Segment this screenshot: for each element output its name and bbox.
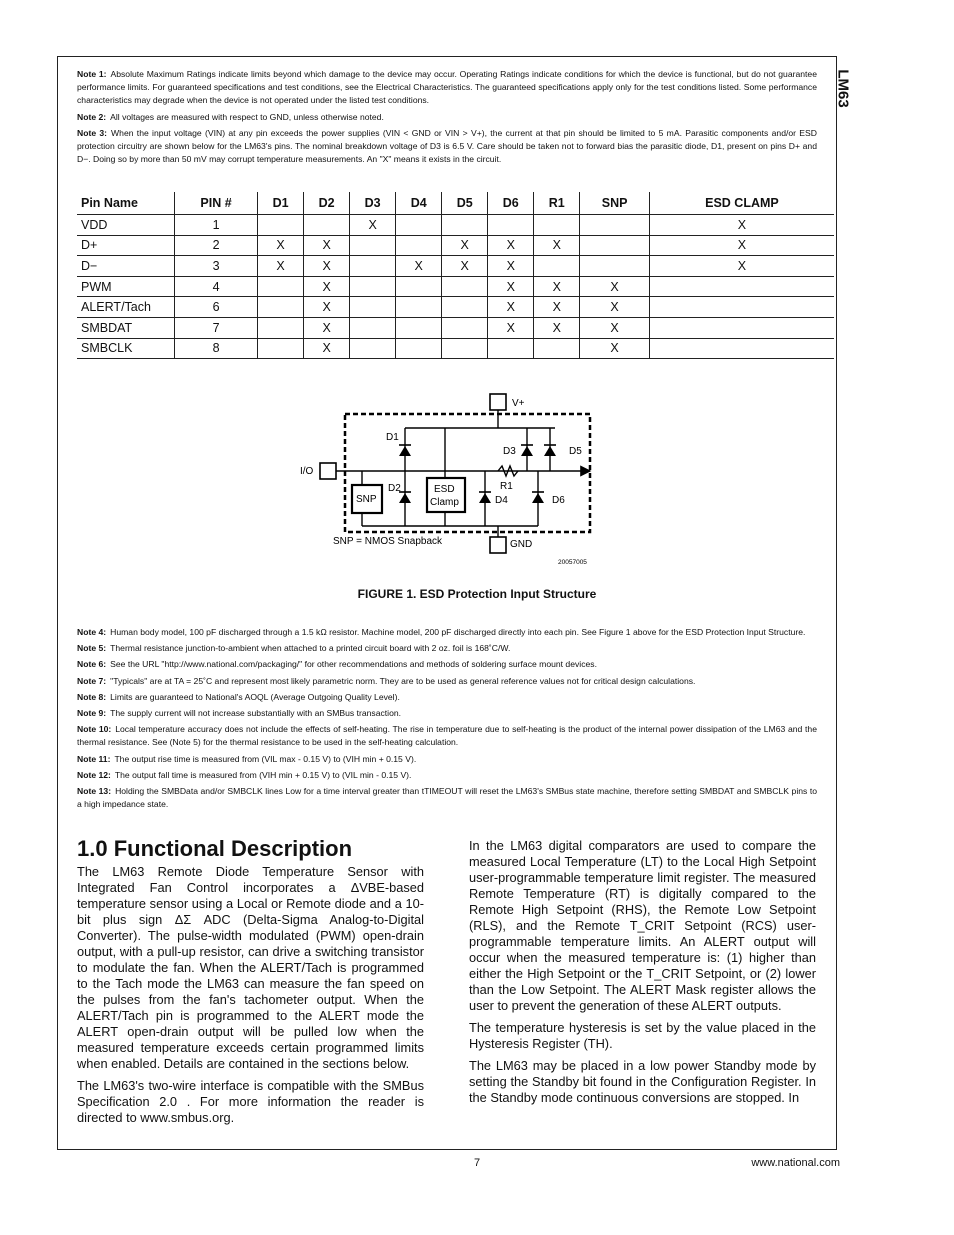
label-d2: D2 (388, 483, 401, 494)
note-label: Note 10: (77, 724, 112, 735)
table-cell (258, 215, 304, 236)
notes-top (77, 68, 817, 169)
footer-url: www.national.com (751, 1157, 840, 1169)
note-item (77, 626, 817, 639)
table-cell (649, 276, 834, 297)
table-cell: D+ (77, 235, 175, 256)
table-cell: SMBDAT (77, 317, 175, 338)
note-item (77, 111, 817, 124)
table-header: D3 (350, 192, 396, 215)
table-row (77, 297, 834, 318)
table-cell (258, 276, 304, 297)
table-cell (580, 235, 650, 256)
table-cell (649, 297, 834, 318)
note-item (77, 691, 817, 704)
table-header: D6 (488, 192, 534, 215)
table-cell: X (488, 256, 534, 277)
note-item (77, 723, 817, 749)
note-item (77, 753, 817, 766)
table-header: R1 (534, 192, 580, 215)
table-cell: ALERT/Tach (77, 297, 175, 318)
table-cell (258, 297, 304, 318)
table-row (77, 215, 834, 236)
note-text: When the input voltage (VIN) at any pin exceeds the power supplies (VIN < GND or VIN > V+), the current at that pin should be limited to 5 mA. Parasitic components and/or ESD protection circuitry are shown below for the LM63's pins. The nominal breakdown voltage of D3 is 6.5 V. Care should be taken not to forward bias the parasitic diode, D1, present on pins D+ and D−. Doing so by more than 50 mV may corrupt temperature measurements. An "X" means it exists in the circuit. (77, 127, 817, 165)
table-cell: X (580, 297, 650, 318)
table-cell: PWM (77, 276, 175, 297)
table-header: D2 (304, 192, 350, 215)
note-text: Local temperature accuracy does not include the effects of self-heating. The rise in temperature due to self-heating is the product of the internal power dissipation of the LM63 and the thermal resistance. See (Note 5) for the thermal resistance to be used in the self-heating calculation. (77, 724, 817, 748)
note-item (77, 127, 817, 167)
table-cell (442, 297, 488, 318)
right-column (469, 838, 816, 1112)
table-cell: X (304, 338, 350, 359)
side-title: LM63 (834, 69, 852, 108)
section-heading: 1.0 Functional Description (77, 836, 353, 861)
table-cell (396, 235, 442, 256)
table-header: D5 (442, 192, 488, 215)
note-label: Note 12: (77, 769, 111, 780)
note-item (77, 707, 817, 720)
note-text: The supply current will not increase substantially with an SMBus transaction. (110, 708, 402, 719)
paragraph: The LM63's two-wire interface is compatible with the SMBus Specification 2.0 . For more information the reader is directed to www.smbus.org. (77, 1078, 424, 1125)
table-cell (350, 276, 396, 297)
note-item (77, 68, 817, 108)
table-cell: X (534, 317, 580, 338)
note-label: Note 1: (77, 69, 107, 79)
table-header: ESD CLAMP (649, 192, 834, 215)
table-cell: X (534, 297, 580, 318)
table-cell: X (580, 338, 650, 359)
table-cell: X (488, 276, 534, 297)
table-cell (396, 276, 442, 297)
table-row (77, 317, 834, 338)
figure-caption: FIGURE 1. ESD Protection Input Structure (357, 587, 597, 601)
table-cell (488, 338, 534, 359)
label-figure-code: 20057005 (558, 559, 587, 566)
note-text: Holding the SMBData and/or SMBCLK lines Low for a time interval greater than tTIMEOUT will reset the LM63's SMBus state machine, therefore setting SMBDAT and SMBCLK pins to a high impedance state. (77, 786, 818, 810)
label-d6: D6 (552, 495, 565, 506)
note-label: Note 5: (77, 643, 107, 654)
note-label: Note 7: (77, 675, 107, 686)
table-cell: X (442, 235, 488, 256)
table-cell (488, 215, 534, 236)
table-header: Pin Name (77, 192, 175, 215)
note-label: Note 13: (77, 786, 112, 797)
paragraph: The LM63 Remote Diode Temperature Sensor with Integrated Fan Control incorporates a ΔVBE-based temperature sensor using a Local or Remote diode and a 10-bit plus sign ΔΣ ADC (Delta-Sigma Analog-to-Digital Converter). The pulse-width modulated (PWM) open-drain output, with a pull-up resistor, can drive a switching transistor to modulate the fan. When the ALERT/Tach is programmed to the Tach mode the LM63 can measure the fan speed on the pulses from the fan's tachometer output. When the ALERT/Tach pin is programmed to the ALERT mode the ALERT open-drain output will be pulled low when the measured temperature exceeds certain programmed limits when enabled. Details are contained in the sections below. (77, 864, 424, 1071)
table-cell: 7 (175, 317, 258, 338)
table-cell: 2 (175, 235, 258, 256)
note-label: Note 2: (77, 111, 107, 122)
table-header: PIN # (175, 192, 258, 215)
table-cell: X (488, 235, 534, 256)
label-gnd: GND (510, 539, 533, 550)
table-row (77, 256, 834, 277)
note-text: Limits are guaranteed to National's AOQL (Average Outgoing Quality Level). (110, 691, 400, 702)
paragraph: The LM63 may be placed in a low power Standby mode by setting the Standby bit found in the Configuration Register. In the Standby mode continuous conversions are stopped. In (469, 1058, 816, 1105)
table-cell (350, 297, 396, 318)
table-cell (258, 338, 304, 359)
table-cell: X (442, 256, 488, 277)
label-d3: D3 (503, 446, 516, 457)
note-text: The output rise time is measured from (VIL max - 0.15 V) to (VIH min + 0.15 V). (114, 753, 417, 764)
label-io: I/O (300, 466, 314, 477)
table-cell: VDD (77, 215, 175, 236)
table-cell (534, 215, 580, 236)
table-cell: X (258, 235, 304, 256)
table-header: SNP (580, 192, 650, 215)
note-item (77, 769, 817, 782)
note-label: Note 11: (77, 753, 111, 764)
table-cell (580, 215, 650, 236)
table-cell (580, 256, 650, 277)
note-item (77, 642, 817, 655)
table-cell: 6 (175, 297, 258, 318)
table-header: D4 (396, 192, 442, 215)
table-cell (442, 276, 488, 297)
table-cell: X (488, 317, 534, 338)
note-item (77, 785, 817, 811)
note-text: Absolute Maximum Ratings indicate limits beyond which damage to the device may occur. Operating Ratings indicate conditions for which the device is functional, but do not guarantee performance limits. For guaranteed specifications and test conditions, see the Electrical Characteristics. The guaranteed specifications apply only for the test conditions listed. Some performance characteristics may degrade when the device is not operated under the listed test conditions. (77, 69, 817, 106)
table-cell: X (534, 235, 580, 256)
note-text: The output fall time is measured from (VIH min + 0.15 V) to (VIL min - 0.15 V). (114, 769, 412, 780)
table-row (77, 276, 834, 297)
table-cell: X (580, 317, 650, 338)
label-vplus: V+ (512, 398, 525, 409)
label-d1: D1 (386, 432, 399, 443)
table-cell (350, 317, 396, 338)
label-snp: SNP (356, 494, 377, 505)
table-cell: X (304, 317, 350, 338)
table-cell: X (580, 276, 650, 297)
table-cell (350, 256, 396, 277)
table-cell (534, 256, 580, 277)
table-row (77, 338, 834, 359)
label-clamp: Clamp (430, 497, 459, 508)
note-text: Thermal resistance junction-to-ambient when attached to a printed circuit board with 2 oz. foil is 168˚C/W. (110, 643, 511, 654)
table-cell (304, 215, 350, 236)
table-cell (396, 338, 442, 359)
label-esd: ESD (434, 484, 455, 495)
label-r1: R1 (500, 481, 513, 492)
table-cell: X (396, 256, 442, 277)
label-d5: D5 (569, 446, 582, 457)
note-label: Note 3: (77, 127, 108, 138)
pin-table (77, 192, 834, 359)
table-header: D1 (258, 192, 304, 215)
table-cell (350, 338, 396, 359)
table-cell: X (304, 297, 350, 318)
table-cell: X (304, 256, 350, 277)
left-column (77, 864, 424, 1132)
table-cell: X (649, 256, 834, 277)
paragraph: The temperature hysteresis is set by the value placed in the Hysteresis Register (TH). (469, 1020, 816, 1051)
table-cell: X (304, 276, 350, 297)
table-cell: X (258, 256, 304, 277)
table-cell (534, 338, 580, 359)
table-cell (649, 317, 834, 338)
table-cell: X (350, 215, 396, 236)
table-cell: 4 (175, 276, 258, 297)
note-label: Note 9: (77, 708, 107, 719)
table-cell: X (488, 297, 534, 318)
table-cell: 1 (175, 215, 258, 236)
label-d4: D4 (495, 495, 508, 506)
notes-bottom (77, 626, 817, 814)
table-cell (396, 297, 442, 318)
table-cell (442, 215, 488, 236)
table-cell: X (304, 235, 350, 256)
page-number: 7 (473, 1157, 481, 1169)
table-cell: X (534, 276, 580, 297)
table-cell: SMBCLK (77, 338, 175, 359)
note-label: Note 8: (77, 691, 107, 702)
table-cell: X (649, 235, 834, 256)
table-cell (258, 317, 304, 338)
table-cell (442, 338, 488, 359)
note-label: Note 4: (77, 627, 107, 637)
esd-protection-diagram (290, 390, 620, 570)
note-text: See the URL "http://www.national.com/packaging/" for other recommendations and methods of soldering surface mount devices. (110, 659, 597, 670)
note-text: Human body model, 100 pF discharged through a 1.5 kΩ resistor. Machine model, 200 pF discharged directly into each pin. See Figure 1 above for the ESD Protection Input Structure. (110, 627, 806, 637)
table-cell: 3 (175, 256, 258, 277)
table-cell (649, 338, 834, 359)
table-row (77, 235, 834, 256)
note-text: "Typicals" are at TA = 25˚C and represent most likely parametric norm. They are to be used as general reference values not for critical design calculations. (110, 675, 696, 686)
table-cell: 8 (175, 338, 258, 359)
table-cell (396, 215, 442, 236)
note-text: All voltages are measured with respect to GND, unless otherwise noted. (110, 111, 384, 122)
table-cell (350, 235, 396, 256)
paragraph: In the LM63 digital comparators are used to compare the measured Local Temperature (LT) to the Local High Setpoint user-programmable temperature limit register. The measured Remote Temperature (RT) is digitally compared to the Remote High Setpoint (RHS), the Remote Low Setpoint (RLS), and the Remote T_CRIT Setpoint (RCS) user-programmable temperature limits. An ALERT output will occur when the measured temperature is: (1) higher than either the High Setpoint or the T_CRIT Setpoint, or (2) lower than the Low Setpoint. The ALERT Mask register allows the user to prevent the generation of these ALERT outputs. (469, 838, 816, 1013)
note-label: Note 6: (77, 659, 107, 670)
table-cell: D− (77, 256, 175, 277)
table-cell: X (649, 215, 834, 236)
table-cell (396, 317, 442, 338)
note-item (77, 675, 817, 688)
table-cell (442, 317, 488, 338)
note-item (77, 658, 817, 671)
label-snp-note: SNP = NMOS Snapback (333, 536, 443, 547)
